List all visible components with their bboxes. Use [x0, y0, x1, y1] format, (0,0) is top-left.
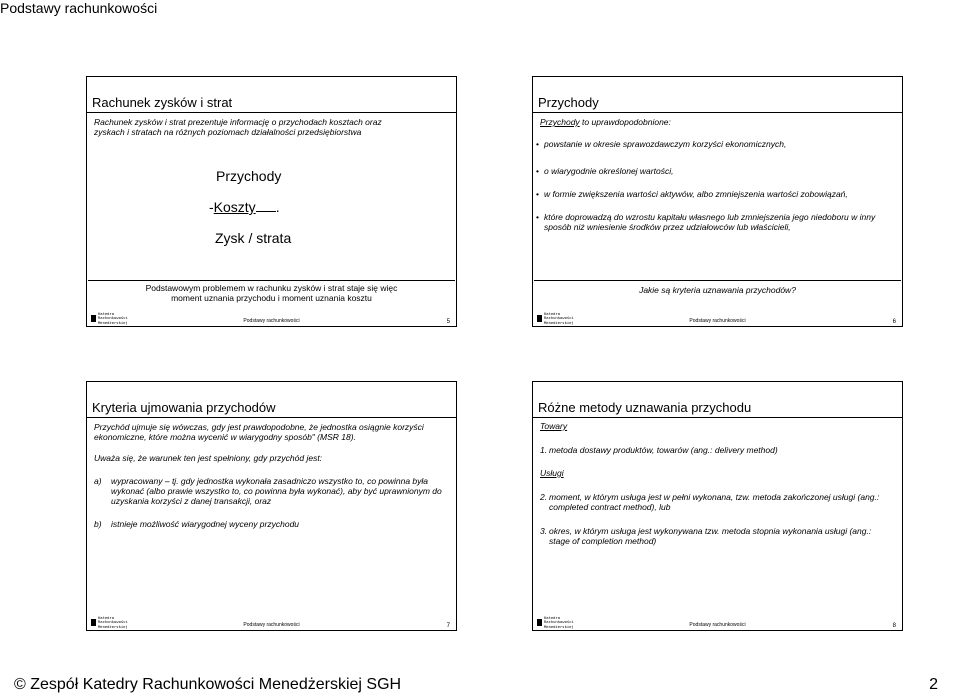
slide-page-number: 7: [446, 623, 450, 629]
slide-intro: Rachunek zysków i strat prezentuje informację o przychodach kosztach oraz zyskach i stratach na różnych poziomach działalności przedsiębiorstwa: [94, 117, 382, 137]
slide-footer: [87, 614, 456, 630]
method-3: [540, 526, 894, 546]
slide-8: [532, 381, 903, 631]
method-1-label: 1.: [540, 445, 548, 455]
condition-a-label: a): [94, 476, 102, 486]
slide-bottom-text: Jakie są kryteria uznawania przychodów?: [639, 285, 796, 295]
logo-text: Katedra Rachunkowości Menedżerskiej: [98, 311, 128, 325]
condition-a-text: wypracowany – tj. gdy jednostka wykonała zasadniczo wszystko to, co powinna była wykonać (albo prawie wszystko to, co powinna była wykonać), aby być uprawnionym do uzyskania korzyści z danej transakcji, oraz: [111, 476, 442, 506]
list-item: • powstanie w okresie sprawozdawczym korzyści ekonomicznych,: [536, 139, 894, 149]
income-line-costs: [209, 199, 280, 215]
logo-text: Katedra Rachunkowości Menedżerskiej: [544, 311, 574, 325]
slide-title: Różne metody uznawania przychodu: [533, 398, 902, 418]
criteria-paragraph: Przychód ujmuje się wówczas, gdy jest prawdopodobne, że jednostka osiągnie korzyści ekonomiczne, które można wycenić w wiarygodny sposób" (MSR 18).: [94, 422, 424, 442]
costs-underline-gap: [256, 200, 276, 212]
criteria-list: [536, 139, 894, 232]
condition-a: [94, 476, 448, 506]
condition-b-text: istnieje możliwość wiarygodnej wyceny przychodu: [111, 519, 300, 529]
logo-text: Katedra Rachunkowości Menedżerskiej: [98, 615, 128, 629]
list-item: • które doprowadzą do wzrostu kapitału własnego lub zmniejszenia jego niedoboru w inny sposób niż wniesienie środków przez udziałowców lub właścicieli,: [536, 212, 894, 232]
slide-bottom-box: [534, 280, 901, 302]
slide-footer: [533, 614, 902, 630]
costs-dot: .: [275, 199, 280, 215]
revenue-definition: to uprawdopodobnione:: [579, 117, 671, 127]
slide-footer: [87, 310, 456, 326]
slide-page-number: 8: [892, 623, 896, 629]
slide-title: Przychody: [533, 93, 902, 113]
income-line-result: Zysk / strata: [215, 230, 292, 246]
services-heading: Usługi: [540, 468, 564, 478]
costs-word: Koszty: [213, 199, 256, 215]
slide-6: [532, 76, 903, 327]
method-2: [540, 492, 894, 512]
slide-page-number: 6: [892, 319, 896, 325]
slide-footer-title: Podstawy rachunkowości: [243, 622, 300, 628]
slide-7: [86, 381, 457, 631]
slide-footer: [533, 310, 902, 326]
method-3-text: okres, w którym usługa jest wykonywana tzw. metoda stopnia wykonania usługi (ang.: stage of completion method): [549, 526, 872, 546]
slide-bottom-box: [88, 280, 455, 304]
method-3-label: 3.: [540, 526, 548, 536]
slide-footer-title: Podstawy rachunkowości: [689, 622, 746, 628]
income-line-revenue: Przychody: [216, 168, 282, 184]
goods-heading: Towary: [540, 421, 568, 431]
revenue-term: Przychody: [540, 117, 580, 127]
slide-bottom-text: Podstawowym problemem w rachunku zysków i strat staje się więc moment uznania przychodu i moment uznania kosztu: [145, 283, 398, 303]
method-1-text: metoda dostawy produktów, towarów (ang.: delivery method): [549, 445, 778, 455]
list-item: • o wiarygodnie określonej wartości,: [536, 166, 894, 176]
method-1: [540, 445, 894, 455]
slide-footer-title: Podstawy rachunkowości: [689, 318, 746, 324]
minus-sign: -: [209, 199, 214, 215]
method-2-text: moment, w którym usługa jest w pełni wykonana, tzw. metoda zakończonej usługi (ang.: completed contract method), lub: [549, 492, 880, 512]
document-page-number: 2: [929, 676, 938, 693]
condition-b: [94, 519, 448, 529]
document-header: Podstawy rachunkowości: [0, 0, 158, 16]
condition-paragraph: Uważa się, że warunek ten jest spełniony, gdy przychód jest:: [94, 453, 323, 463]
slide-footer-title: Podstawy rachunkowości: [243, 318, 300, 324]
document-footer-copyright: © Zespół Katedry Rachunkowości Menedżerskiej SGH: [14, 676, 402, 693]
slide-title: Kryteria ujmowania przychodów: [87, 398, 456, 418]
method-2-label: 2.: [540, 492, 548, 502]
slide-5: [86, 76, 457, 327]
slide-intro: [540, 117, 894, 127]
list-item: • w formie zwiększenia wartości aktywów, albo zmniejszenia wartości zobowiązań,: [536, 189, 894, 199]
logo-text: Katedra Rachunkowości Menedżerskiej: [544, 615, 574, 629]
slide-title: Rachunek zysków i strat: [87, 93, 456, 113]
condition-b-label: b): [94, 519, 102, 529]
slide-page-number: 5: [446, 319, 450, 325]
